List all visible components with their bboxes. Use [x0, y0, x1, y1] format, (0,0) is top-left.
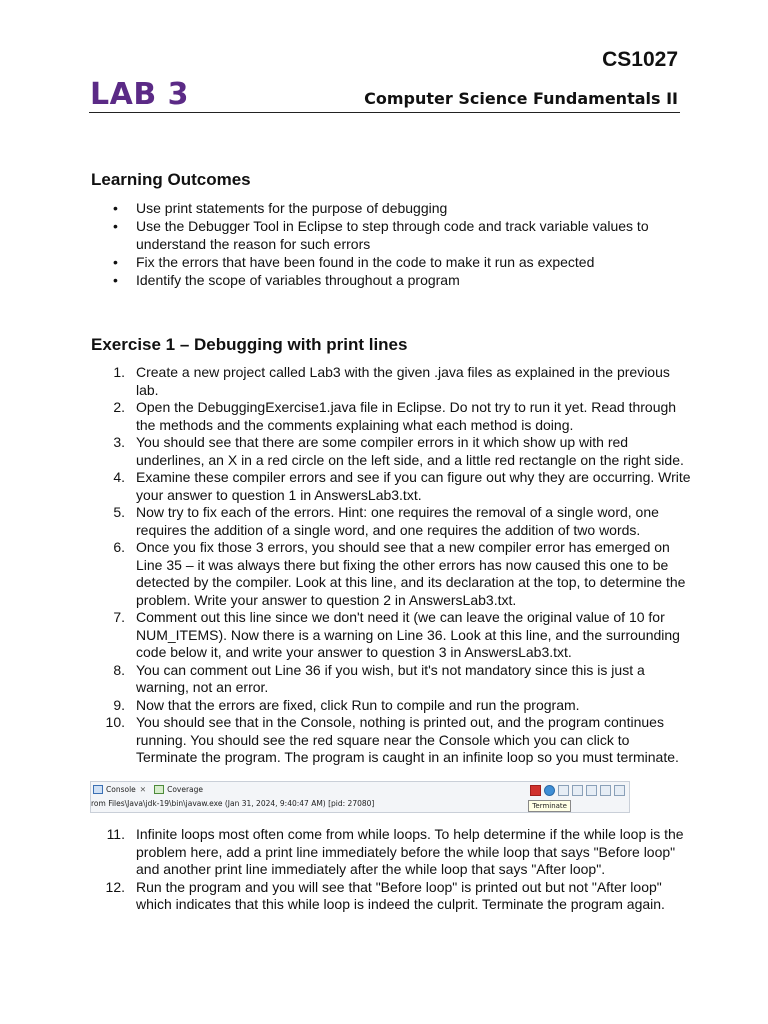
- step-text: Run the program and you will see that "Before loop" is printed out but not "After loop" which indicates that this while loop is indeed the culprit. Terminate the program again.: [136, 878, 665, 912]
- close-icon[interactable]: ✕: [139, 785, 147, 794]
- terminate-icon[interactable]: [530, 785, 541, 796]
- list-item: [91, 199, 691, 217]
- tab-console[interactable]: [93, 785, 146, 794]
- course-name: Computer Science Fundamentals II: [364, 89, 678, 108]
- step-text: Comment out this line since we don't need it (we can leave the original value of 10 for NUM_ITEMS). Now there is a warning on Line 36. Look at this line, and the surrounding code below it, and write your answer to question 3 in AnswersLab3.txt.: [136, 609, 680, 660]
- display-console-icon[interactable]: [614, 785, 625, 796]
- step-text: Now that the errors are fixed, click Run to compile and run the program.: [136, 696, 580, 713]
- list-item: [91, 714, 691, 767]
- learning-outcomes-list: [91, 199, 691, 289]
- list-item: [91, 826, 691, 879]
- exercise-1-heading: Exercise 1 – Debugging with print lines: [91, 335, 408, 354]
- step-text: Once you fix those 3 errors, you should see that a new compiler error has emerged on Line 35 – it was always there but fixing the other errors has now caused this one to be detected by the compiler. Look at this line, and its declaration at the top, to determine the problem. Write your answer to question 2 in AnswersLab3.txt.: [136, 539, 686, 608]
- list-item: [91, 253, 691, 271]
- bullet-icon: •: [113, 200, 118, 216]
- header-divider: [89, 112, 680, 113]
- list-item: [91, 539, 691, 609]
- tab-coverage-label: Coverage: [167, 785, 204, 794]
- step-number: 3.: [113, 434, 125, 450]
- step-number: 4.: [113, 469, 125, 485]
- step-text: Now try to fix each of the errors. Hint: one requires the removal of a single word, one requires the addition of a single word, and one requires the addition of two words.: [136, 504, 659, 538]
- step-text: You should see that in the Console, nothing is printed out, and the program continues running. You should see the red square near the Console which you can click to Terminate the program. The program is caught in an infinite loop so you must terminate.: [136, 714, 679, 765]
- step-number: 9.: [113, 696, 125, 713]
- step-number: 7.: [113, 609, 125, 625]
- list-item: [91, 504, 691, 539]
- course-code: CS1027: [602, 48, 678, 71]
- list-item: [91, 697, 691, 715]
- step-text: You should see that there are some compiler errors in it which show up with red underlines, an X in a red circle on the left side, and a little red rectangle on the right side.: [136, 434, 684, 468]
- outcome-text: Use print statements for the purpose of debugging: [136, 200, 448, 216]
- exercise-1-steps-continued: [91, 826, 691, 914]
- remove-all-icon[interactable]: [558, 785, 569, 796]
- console-icon: [93, 785, 103, 794]
- coverage-icon: [154, 785, 164, 794]
- step-text: Open the DebuggingExercise1.java file in Eclipse. Do not try to run it yet. Read through the methods and the comments explaining what each method is doing.: [136, 399, 677, 433]
- list-item: [91, 271, 691, 289]
- list-item: [91, 609, 691, 662]
- list-item: [91, 399, 691, 434]
- bullet-icon: •: [113, 272, 118, 288]
- step-number: 12.: [105, 878, 125, 895]
- step-text: Examine these compiler errors and see if you can figure out why they are occurring. Write your answer to question 1 in AnswersLab3.txt.: [136, 469, 691, 503]
- console-tab-bar: [93, 785, 211, 794]
- step-number: 5.: [113, 504, 125, 520]
- step-number: 10.: [105, 714, 125, 730]
- step-number: 8.: [113, 661, 125, 678]
- list-item: [91, 469, 691, 504]
- outcome-text: Use the Debugger Tool in Eclipse to step through code and track variable values to understand the reason for such errors: [136, 218, 649, 252]
- tab-coverage[interactable]: [154, 785, 203, 794]
- console-toolbar: [530, 785, 625, 796]
- outcome-text: Identify the scope of variables throughout a program: [136, 272, 460, 288]
- list-item: [91, 364, 691, 399]
- lab-title: LAB 3: [90, 77, 190, 112]
- bullet-icon: •: [113, 218, 118, 234]
- exercise-1-steps: [91, 364, 691, 767]
- list-item: [91, 434, 691, 469]
- console-process-path: rom Files\Java\jdk-19\bin\javaw.exe (Jan 31, 2024, 9:40:47 AM) [pid: 27080]: [91, 799, 375, 808]
- terminate-tooltip: Terminate: [528, 800, 571, 812]
- bullet-icon: •: [113, 254, 118, 270]
- step-number: 2.: [113, 399, 125, 415]
- scroll-lock-icon[interactable]: [572, 785, 583, 796]
- step-text: Infinite loops most often come from while loops. To help determine if the while loop is the problem here, add a print line immediately before the while loop that says "Before loop" and another print line immediately after the while loop that says "After loop".: [136, 826, 684, 877]
- eclipse-console-screenshot: [90, 781, 630, 813]
- tab-console-label: Console: [106, 785, 136, 794]
- step-number: 6.: [113, 539, 125, 555]
- list-item: [91, 662, 691, 697]
- word-wrap-icon[interactable]: [586, 785, 597, 796]
- outcome-text: Fix the errors that have been found in the code to make it run as expected: [136, 254, 595, 270]
- step-number: 11.: [106, 826, 125, 842]
- step-text: You can comment out Line 36 if you wish, but it's not mandatory since this is just a warning, not an error.: [136, 661, 645, 695]
- step-number: 1.: [113, 364, 125, 380]
- list-item: [91, 217, 691, 253]
- remove-launch-icon[interactable]: [544, 785, 555, 796]
- step-text: Create a new project called Lab3 with the given .java files as explained in the previous lab.: [136, 364, 670, 398]
- list-item: [91, 879, 691, 914]
- pin-console-icon[interactable]: [600, 785, 611, 796]
- learning-outcomes-heading: Learning Outcomes: [91, 170, 251, 189]
